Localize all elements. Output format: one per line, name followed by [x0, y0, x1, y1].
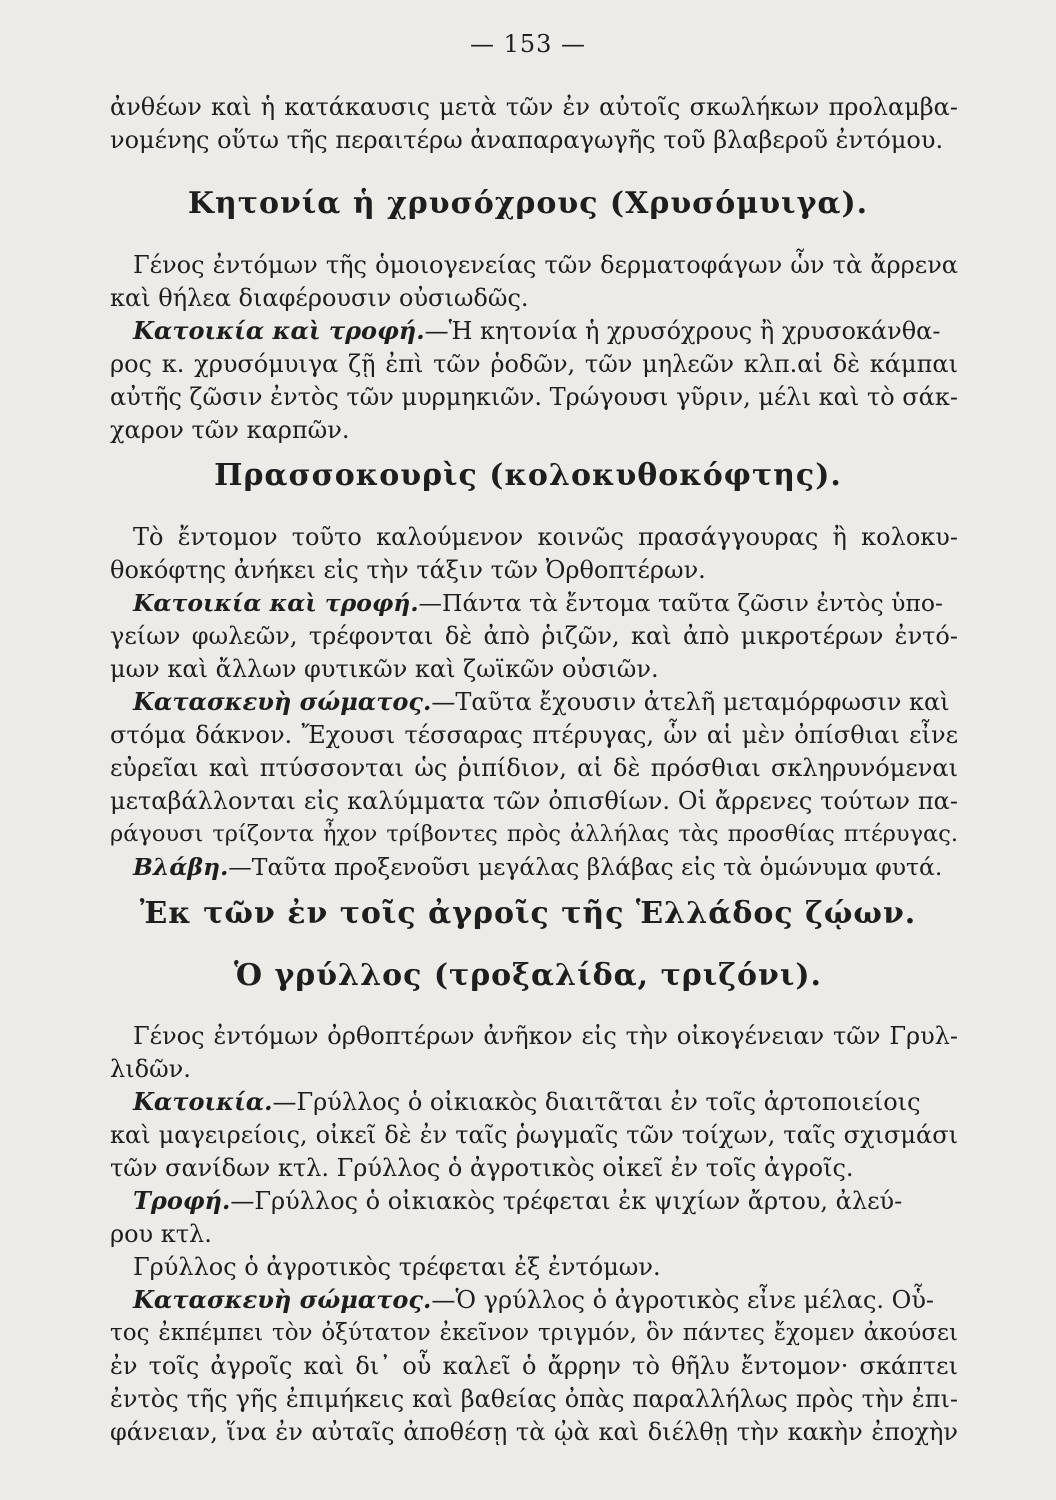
text-line: Γένος ἐντόμων τῆς ὁμοιογενείας τῶν δερματοφάγων ὧν τὰ ἄρρενα — [133, 251, 958, 279]
paragraph-lead: Κατοικία. — [133, 1087, 273, 1116]
section-heading: Ὁ γρύλλος (τροξαλίδα, τριζόνι). — [234, 958, 822, 993]
paragraph-line — [133, 1186, 958, 1216]
text-run: —Ταῦτα ἔχουσιν ἀτελῆ μεταμόρφωσιν καὶ — [431, 688, 950, 716]
text-line: καὶ μαγειρείοις, οἰκεῖ δὲ ἐν ταῖς ῥωγμαῖς τῶν τοίχων, ταῖς σχισμάσι — [110, 1121, 958, 1149]
text-line: ἐν τοῖς ἀγροῖς καὶ δι᾽ οὗ καλεῖ ὁ ἄρρην τὸ θῆλυ ἔντομον· σκάπτει — [110, 1352, 958, 1380]
text-line: λιδῶν. — [110, 1055, 191, 1083]
paragraph-line — [133, 588, 958, 618]
paragraph-lead: Κατοικία καὶ τροφή. — [133, 589, 419, 617]
text-run: —Ταῦτα προξενοῦσι μεγάλας βλάβας εἰς τὰ ὁμώνυμα φυτά. — [228, 853, 943, 881]
text-run: —Ὁ γρύλλος ὁ ἀγροτικὸς εἶνε μέλας. Οὗ- — [431, 1286, 935, 1314]
paragraph-lead: Κατοικία καὶ τροφή. — [133, 316, 425, 345]
section-heading: Ἐκ τῶν ἐν τοῖς ἀγροῖς τῆς Ἑλλάδος ζῴων. — [139, 896, 917, 931]
paragraph-line — [133, 1087, 958, 1117]
section-heading: Πρασσοκουρὶς (κολοκυθοκόφτης). — [214, 458, 842, 493]
text-line: ράγουσι τρίζοντα ἦχον τρίβοντες πρὸς ἀλλήλας τὰς προσθίας πτέρυγας. — [110, 821, 958, 847]
text-line: ρος κ. χρυσόμυιγα ζῇ ἐπὶ τῶν ῥοδῶν, τῶν μηλεῶν κλπ.αἱ δὲ κάμπαι — [110, 350, 958, 378]
text-line: μεταβάλλονται εἰς καλύμματα τῶν ὀπισθίων. Οἱ ἄρρενες τούτων πα- — [110, 787, 958, 815]
text-line: τος ἐκπέμπει τὸν ὀξύτατον ἐκεῖνον τριγμόν, ὃν πάντες ἔχομεν ἀκούσει — [110, 1320, 958, 1346]
text-line: χαρον τῶν καρπῶν. — [110, 416, 350, 444]
text-line: γείων φωλεῶν, τρέφονται δὲ ἀπὸ ῥιζῶν, καὶ ἀπὸ μικροτέρων ἐντό- — [110, 622, 958, 650]
paragraph-line — [133, 316, 958, 346]
text-line: ἐντὸς τῆς γῆς ἐπιμήκεις καὶ βαθείας ὀπὰς παραλλήλως πρὸς τὴν ἐπι- — [110, 1385, 958, 1413]
text-line: Γένος ἐντόμων ὀρθοπτέρων ἀνῆκον εἰς τὴν οἰκογένειαν τῶν Γρυλ- — [133, 1022, 958, 1050]
text-line: νομένης οὕτω τῆς περαιτέρω ἀναπαραγωγῆς τοῦ βλαβεροῦ ἐντόμου. — [110, 126, 944, 154]
text-run: —Πάντα τὰ ἔντομα ταῦτα ζῶσιν ἐντὸς ὑπο- — [418, 589, 943, 617]
text-line: ἀνθέων καὶ ἡ κατάκαυσις μετὰ τῶν ἐν αὐτοῖς σκωλήκων προλαμβα- — [110, 93, 958, 121]
paragraph-line — [133, 1285, 958, 1315]
text-line: τῶν σανίδων κτλ. Γρύλλος ὁ ἀγροτικὸς οἰκεῖ ἐν τοῖς ἀγροῖς. — [110, 1154, 854, 1182]
text-line: εὐρεῖαι καὶ πτύσσονται ὡς ῥιπίδιον, αἱ δὲ πρόσθιαι σκληρυνόμεναι — [110, 754, 958, 782]
page-number: — 153 — — [469, 30, 587, 58]
paragraph-line — [133, 687, 958, 717]
text-run: —Γρύλλος ὁ οἰκιακὸς διαιτᾶται ἐν τοῖς ἀρτοποιείοις — [272, 1088, 921, 1116]
text-line: ρου κτλ. — [110, 1220, 212, 1248]
text-line: Τὸ ἔντομον τοῦτο καλούμενον κοινῶς πρασάγγουρας ἢ κολοκυ- — [133, 523, 958, 551]
text-line: καὶ θήλεα διαφέρουσιν οὐσιωδῶς. — [110, 284, 529, 312]
section-heading: Κητονία ἡ χρυσόχρους (Χρυσόμυιγα). — [187, 186, 869, 221]
text-run: —Ἡ κητονία ἡ χρυσόχρους ἢ χρυσοκάνθα- — [424, 317, 941, 345]
text-line: Γρύλλος ὁ ἀγροτικὸς τρέφεται ἐξ ἐντόμων. — [133, 1253, 661, 1281]
text-line: μων καὶ ἄλλων φυτικῶν καὶ ζωϊκῶν οὐσιῶν. — [110, 655, 659, 683]
paragraph-lead: Κατασκευὴ σώματος. — [133, 687, 432, 716]
text-line: φάνειαν, ἵνα ἐν αὐταῖς ἀποθέσῃ τὰ ᾠὰ καὶ διέλθῃ τὴν κακὴν ἐποχὴν — [110, 1418, 958, 1446]
paragraph-line — [133, 852, 958, 882]
paragraph-lead: Τροφή. — [133, 1186, 231, 1215]
text-line: στόμα δάκνον. Ἔχουσι τέσσαρας πτέρυγας, ὧν αἱ μὲν ὀπίσθιαι εἶνε — [110, 721, 958, 749]
text-run: —Γρύλλος ὁ οἰκιακὸς τρέφεται ἐκ ψιχίων ἄρτου, ἀλεύ- — [230, 1187, 903, 1215]
text-line: θοκόφτης ἀνήκει εἰς τὴν τάξιν τῶν Ὀρθοπτέρων. — [110, 556, 706, 584]
paragraph-lead: Βλάβη. — [133, 853, 229, 881]
paragraph-lead: Κατασκευὴ σώματος. — [133, 1285, 432, 1314]
text-line: αὐτῆς ζῶσιν ἐντὸς τῶν μυρμηκιῶν. Τρώγουσι γῦριν, μέλι καὶ τὸ σάκ- — [110, 383, 958, 411]
